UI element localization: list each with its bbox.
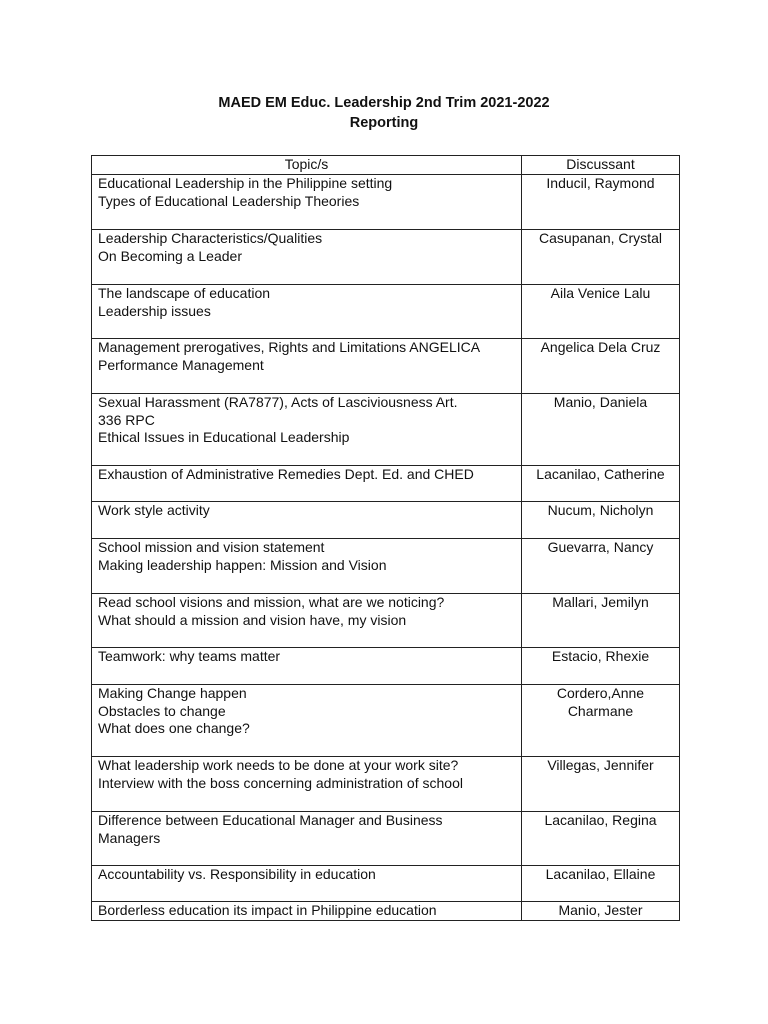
table-row bbox=[92, 230, 680, 285]
topic-line: Interview with the boss concerning administration of school bbox=[98, 774, 463, 791]
topic-line: On Becoming a Leader bbox=[98, 247, 242, 264]
discussant-name: Manio, Daniela bbox=[553, 394, 648, 410]
topic-line: What should a mission and vision have, my vision bbox=[98, 611, 407, 628]
table-row bbox=[92, 594, 680, 648]
topic-line: Leadership Characteristics/Qualities bbox=[98, 230, 323, 246]
topic-cell bbox=[92, 466, 522, 502]
table-row bbox=[92, 394, 680, 466]
discussant-name: Cordero,Anne bbox=[556, 685, 645, 701]
topic-line: Teamwork: why teams matter bbox=[98, 648, 281, 664]
topic-line: The landscape of education bbox=[98, 285, 271, 301]
reporting-table bbox=[91, 155, 680, 921]
table-row bbox=[92, 175, 680, 230]
table-row bbox=[92, 685, 680, 757]
topic-line: What leadership work needs to be done at your work site? bbox=[98, 757, 459, 773]
topic-line: Read school visions and mission, what are we noticing? bbox=[98, 594, 445, 610]
discussant-name: Estacio, Rhexie bbox=[551, 648, 650, 664]
topic-cell bbox=[92, 757, 522, 812]
topic-line: Exhaustion of Administrative Remedies Dept. Ed. and CHED bbox=[98, 466, 474, 482]
table-row bbox=[92, 866, 680, 902]
discussant-cell bbox=[522, 466, 680, 502]
discussant-cell bbox=[522, 175, 680, 230]
discussant-name: Mallari, Jemilyn bbox=[552, 594, 649, 610]
topic-line: Obstacles to change bbox=[98, 702, 226, 719]
topic-cell bbox=[92, 866, 522, 902]
topic-cell bbox=[92, 394, 522, 466]
topic-cell bbox=[92, 648, 522, 685]
topic-line: Sexual Harassment (RA7877), Acts of Lasciviousness Art. bbox=[98, 394, 458, 410]
discussant-cell bbox=[522, 394, 680, 466]
topic-line: Managers bbox=[98, 829, 161, 846]
topic-line: Making leadership happen: Mission and Vision bbox=[98, 556, 387, 573]
table-row bbox=[92, 648, 680, 685]
topic-cell bbox=[92, 539, 522, 594]
discussant-name: Manio, Jester bbox=[558, 902, 643, 918]
title-block bbox=[0, 93, 768, 133]
discussant-name: Lacanilao, Regina bbox=[544, 812, 657, 828]
table-row bbox=[92, 339, 680, 394]
table-row bbox=[92, 812, 680, 866]
table-row bbox=[92, 502, 680, 539]
discussant-cell bbox=[522, 594, 680, 648]
table-header-row bbox=[92, 156, 680, 175]
column-header-discussant: Discussant bbox=[522, 156, 680, 175]
topic-line: Types of Educational Leadership Theories bbox=[98, 192, 360, 209]
topic-cell bbox=[92, 812, 522, 866]
discussant-cell bbox=[522, 902, 680, 921]
topic-line: Difference between Educational Manager and Business bbox=[98, 812, 443, 828]
topic-cell bbox=[92, 502, 522, 539]
discussant-cell bbox=[522, 339, 680, 394]
topic-cell bbox=[92, 175, 522, 230]
table-row bbox=[92, 285, 680, 339]
topic-cell bbox=[92, 685, 522, 757]
topic-line: Educational Leadership in the Philippine setting bbox=[98, 175, 393, 191]
discussant-name: Angelica Dela Cruz bbox=[540, 339, 661, 355]
table-row bbox=[92, 902, 680, 921]
topic-line: Management prerogatives, Rights and Limitations ANGELICA bbox=[98, 339, 481, 355]
discussant-cell bbox=[522, 685, 680, 757]
discussant-cell bbox=[522, 648, 680, 685]
topic-cell bbox=[92, 902, 522, 921]
document-subtitle: Reporting bbox=[349, 115, 419, 131]
discussant-name: Lacanilao, Catherine bbox=[536, 466, 665, 482]
table-body bbox=[92, 175, 680, 921]
topic-cell bbox=[92, 285, 522, 339]
column-header-topics: Topic/s bbox=[92, 156, 522, 175]
discussant-cell bbox=[522, 502, 680, 539]
discussant-name: Guevarra, Nancy bbox=[547, 539, 654, 555]
document-title: MAED EM Educ. Leadership 2nd Trim 2021-2022 bbox=[218, 95, 550, 111]
topic-line: Work style activity bbox=[98, 502, 210, 518]
discussant-name: Villegas, Jennifer bbox=[547, 757, 654, 773]
table-row bbox=[92, 539, 680, 594]
topic-line: Borderless education its impact in Philippine education bbox=[98, 902, 437, 918]
discussant-name: Nucum, Nicholyn bbox=[547, 502, 654, 518]
topic-line: School mission and vision statement bbox=[98, 539, 325, 555]
discussant-cell bbox=[522, 285, 680, 339]
table-row bbox=[92, 466, 680, 502]
topic-cell bbox=[92, 230, 522, 285]
topic-line: Accountability vs. Responsibility in education bbox=[98, 866, 376, 882]
discussant-cell bbox=[522, 757, 680, 812]
discussant-name: Lacanilao, Ellaine bbox=[545, 866, 656, 882]
discussant-name: Inducil, Raymond bbox=[546, 175, 655, 191]
topic-line: 336 RPC bbox=[98, 411, 155, 428]
topic-line: Ethical Issues in Educational Leadership bbox=[98, 429, 350, 445]
topic-line: Making Change happen bbox=[98, 685, 247, 701]
discussant-name: Aila Venice Lalu bbox=[550, 285, 651, 301]
discussant-name: Casupanan, Crystal bbox=[539, 230, 662, 246]
topic-cell bbox=[92, 339, 522, 394]
topic-line: Performance Management bbox=[98, 356, 264, 373]
discussant-cell bbox=[522, 230, 680, 285]
discussant-cell bbox=[522, 866, 680, 902]
topic-cell bbox=[92, 594, 522, 648]
discussant-cell bbox=[522, 812, 680, 866]
topic-line: Leadership issues bbox=[98, 302, 211, 319]
table-row bbox=[92, 757, 680, 812]
topic-line: What does one change? bbox=[98, 720, 250, 736]
discussant-cell bbox=[522, 539, 680, 594]
discussant-name: Charmane bbox=[567, 702, 634, 719]
